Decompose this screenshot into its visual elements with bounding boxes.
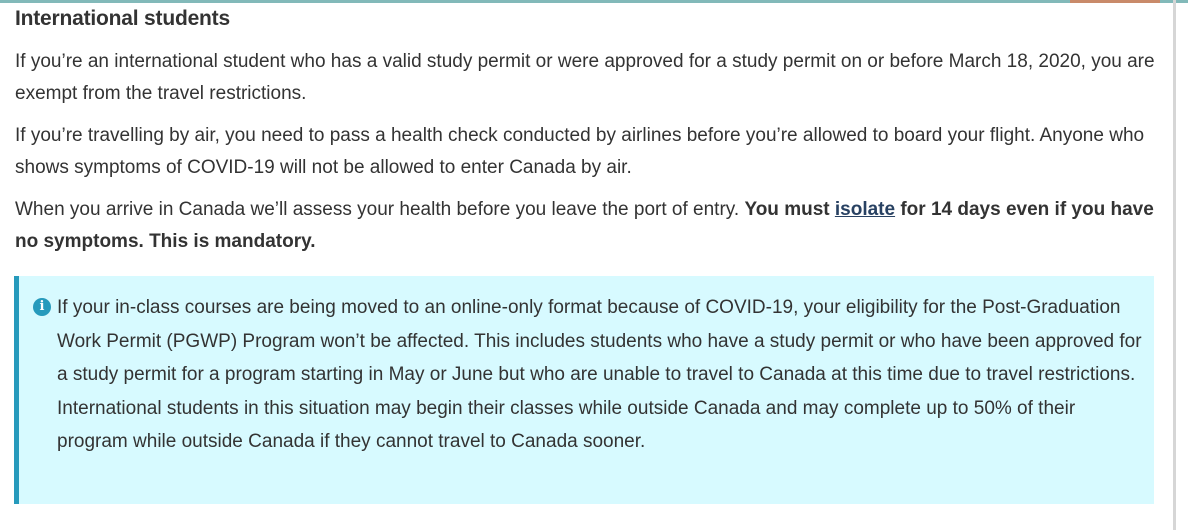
paragraph-exemption: If you’re an international student who has a valid study permit or were approved for a study permit on or before March 18, 2020, you are exempt from the travel restrictions.	[15, 51, 1155, 104]
paragraph-arrival	[15, 194, 1155, 258]
mandatory-text-end: for 14 days even if you have no symptoms. This is mandatory.	[15, 199, 1154, 252]
info-icon: i	[33, 298, 51, 316]
info-alert	[14, 276, 1154, 504]
banner-image-edge	[1070, 0, 1160, 3]
top-banner-edge	[0, 0, 1188, 3]
paragraph-health-check: If you’re travelling by air, you need to pass a health check conducted by airlines before you’re allowed to board your flight. Anyone who shows symptoms of COVID-19 will not be allowed to enter Canada by air.	[15, 125, 1145, 178]
isolate-link[interactable]: isolate	[834, 199, 896, 220]
mandatory-text-start: You must	[744, 199, 835, 220]
main-content	[15, 4, 1155, 268]
section-heading: International students	[15, 7, 230, 30]
alert-text: If your in-class courses are being moved to an online-only format because of COVID-19, your eligibility for the Post-Graduation Work Permit (PGWP) Program won’t be affected. This includes students who have a study permit or who have been approved for a study permit for a program starting in May or June but who are unable to travel to Canada at this time due to travel restrictions. International students in this situation may begin their classes while outside Canada and may complete up to 50% of their program while outside Canada if they cannot travel to Canada sooner.	[57, 297, 1142, 452]
arrival-intro-text: When you arrive in Canada we’ll assess your health before you leave the port of entry.	[15, 199, 745, 220]
page-scrollbar[interactable]	[1173, 0, 1176, 530]
